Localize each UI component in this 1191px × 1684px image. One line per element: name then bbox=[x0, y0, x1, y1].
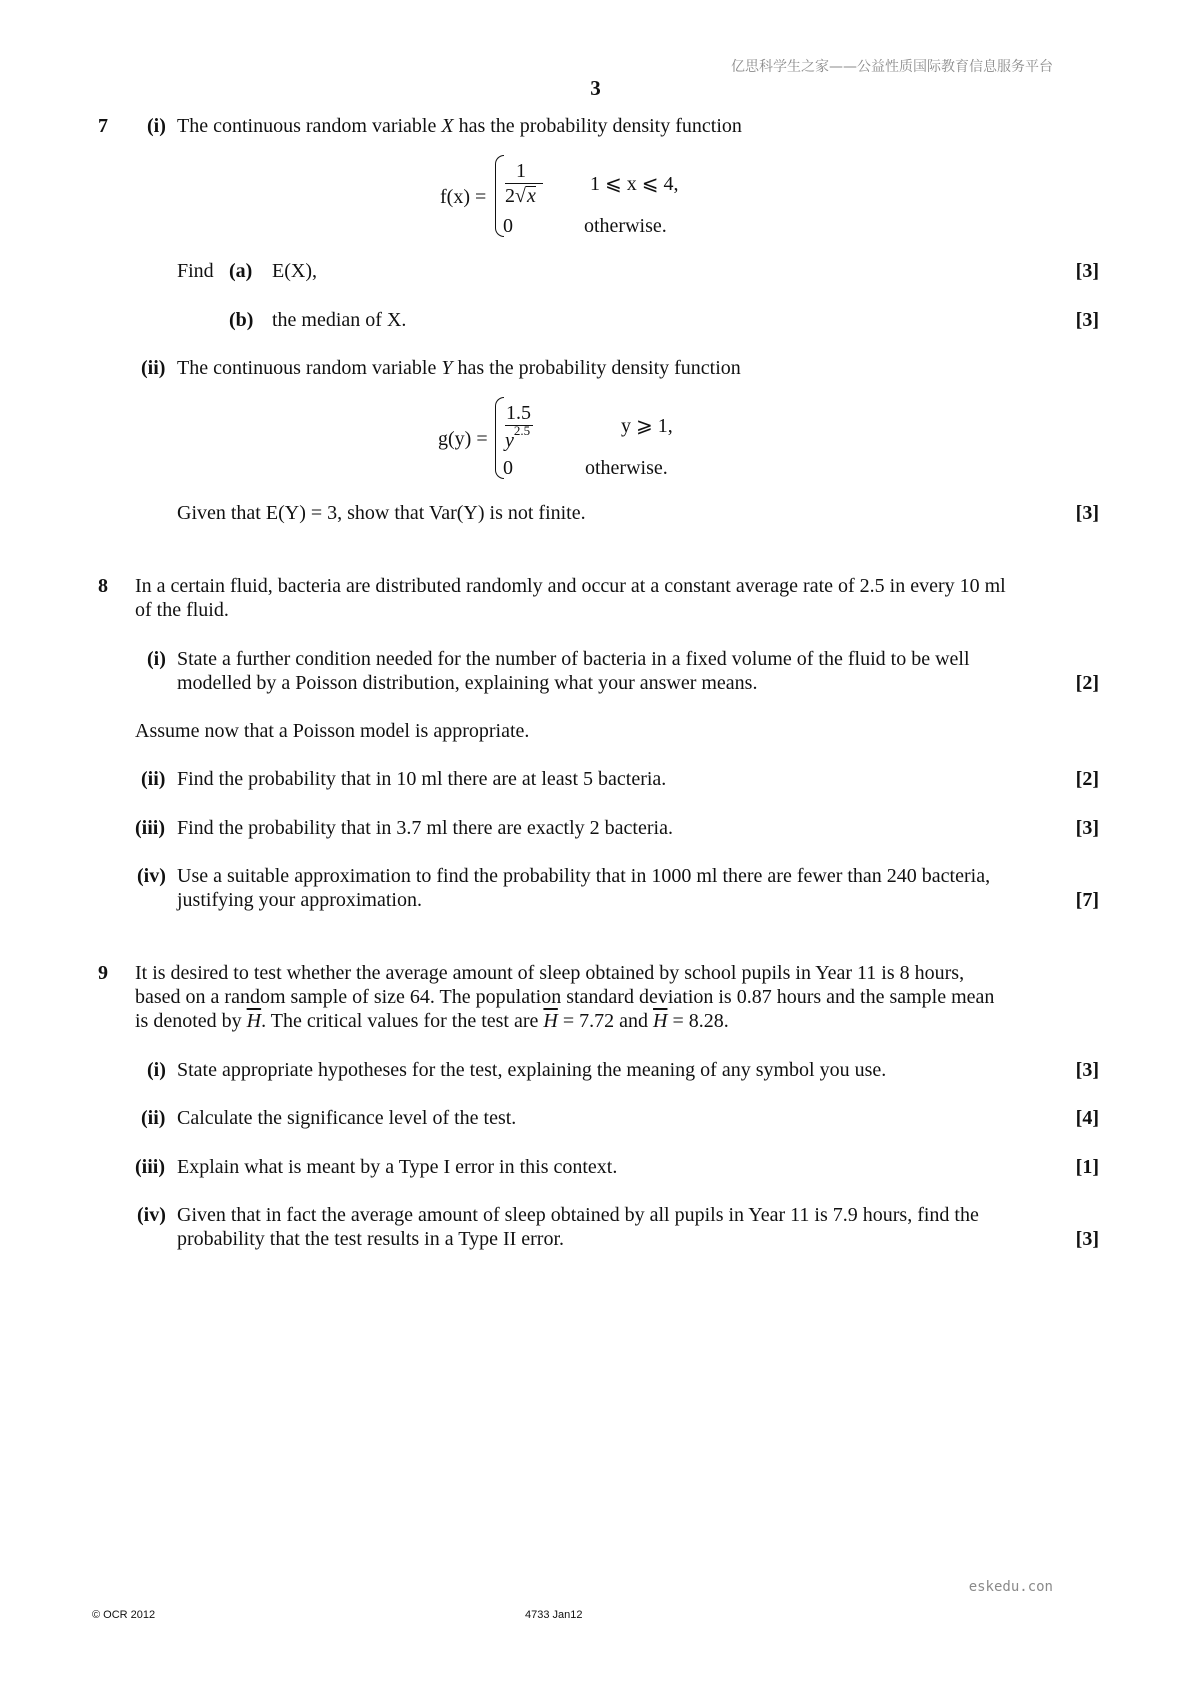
formula-otherwise: otherwise. bbox=[585, 457, 668, 479]
part-label: (ii) bbox=[141, 357, 166, 379]
watermark-bottom: eskedu.con bbox=[968, 1579, 1053, 1595]
part-label: (ii) bbox=[141, 1107, 166, 1129]
question-text: It is desired to test whether the average amount of sleep obtained by school pupils in Year 11 is 8 hours, bbox=[135, 962, 965, 984]
question-text: based on a random sample of size 64. The population standard deviation is 0.87 hours and the sample mean bbox=[135, 986, 995, 1008]
formula-otherwise: otherwise. bbox=[584, 215, 667, 237]
question-text: justifying your approximation. bbox=[177, 889, 422, 911]
fraction-denominator: 2√x bbox=[505, 185, 536, 207]
mark-allocation: [2] bbox=[1075, 672, 1099, 694]
mark-allocation: [3] bbox=[1075, 502, 1099, 524]
question-text: probability that the test results in a Type II error. bbox=[177, 1228, 565, 1250]
question-text: Assume now that a Poisson model is appropriate. bbox=[135, 720, 530, 742]
mark-allocation: [3] bbox=[1075, 1228, 1099, 1250]
mark-allocation: [3] bbox=[1075, 260, 1099, 282]
question-text: In a certain fluid, bacteria are distributed randomly and occur at a constant average rate of 2.5 in every 10 ml bbox=[135, 575, 1006, 597]
question-text: the median of X. bbox=[272, 309, 407, 331]
formula-lhs: g(y) = bbox=[438, 428, 488, 450]
part-label: (iii) bbox=[135, 817, 165, 839]
mark-allocation: [4] bbox=[1075, 1107, 1099, 1129]
question-text: Use a suitable approximation to find the probability that in 1000 ml there are fewer than 240 bacteria, bbox=[177, 865, 991, 887]
question-text: Find the probability that in 10 ml there are at least 5 bacteria. bbox=[177, 768, 667, 790]
mark-allocation: [3] bbox=[1075, 817, 1099, 839]
fraction-numerator: 1.5 bbox=[506, 402, 531, 424]
mark-allocation: [2] bbox=[1075, 768, 1099, 790]
mark-allocation: [1] bbox=[1075, 1156, 1099, 1178]
question-text: Explain what is meant by a Type I error in this context. bbox=[177, 1156, 618, 1178]
subpart-label: (b) bbox=[229, 309, 254, 331]
question-text: Given that in fact the average amount of sleep obtained by all pupils in Year 11 is 7.9 hours, find the bbox=[177, 1204, 979, 1226]
mark-allocation: [7] bbox=[1075, 889, 1099, 911]
part-label: (ii) bbox=[141, 768, 166, 790]
question-text: Calculate the significance level of the test. bbox=[177, 1107, 517, 1129]
subpart-label: (a) bbox=[229, 260, 253, 282]
part-label: (iv) bbox=[137, 865, 166, 887]
question-text: modelled by a Poisson distribution, explaining what your answer means. bbox=[177, 672, 758, 694]
watermark-top: 亿思科学生之家——公益性质国际教育信息服务平台 bbox=[731, 59, 1053, 75]
formula-lhs: f(x) = bbox=[440, 186, 487, 208]
formula-condition: 1 ⩽ x ⩽ 4, bbox=[590, 173, 679, 195]
question-text: The continuous random variable Y has the probability density function bbox=[177, 357, 741, 379]
fraction-numerator: 1 bbox=[516, 160, 526, 182]
question-number: 9 bbox=[98, 962, 108, 984]
part-label: (i) bbox=[147, 1059, 166, 1081]
question-text: State a further condition needed for the number of bacteria in a fixed volume of the fluid to be well bbox=[177, 648, 970, 670]
formula-zero: 0 bbox=[503, 215, 513, 237]
question-text: State appropriate hypotheses for the test, explaining the meaning of any symbol you use. bbox=[177, 1059, 887, 1081]
question-text: E(X), bbox=[272, 260, 317, 282]
question-text: The continuous random variable X has the probability density function bbox=[177, 115, 742, 137]
question-number: 7 bbox=[98, 115, 108, 137]
fraction-denominator: $y^{2.5}$ bbox=[505, 423, 531, 452]
formula-condition: y ⩾ 1, bbox=[621, 415, 673, 437]
page-number: 3 bbox=[590, 76, 601, 100]
part-label: (iv) bbox=[137, 1204, 166, 1226]
part-label: (iii) bbox=[135, 1156, 165, 1178]
mark-allocation: [3] bbox=[1075, 1059, 1099, 1081]
footer-copyright: © OCR 2012 bbox=[92, 1609, 156, 1621]
question-text: is denoted by $\overline{H}$. The critical values for the test are $\overline{H} = 7.72$ and $\overline{H} = 8.28$. bbox=[135, 1010, 729, 1032]
mark-allocation: [3] bbox=[1075, 309, 1099, 331]
footer-paper-code: 4733 Jan12 bbox=[525, 1609, 583, 1621]
part-label: (i) bbox=[147, 648, 166, 670]
find-label: Find bbox=[177, 260, 214, 282]
formula-zero: 0 bbox=[503, 457, 513, 479]
question-text: of the fluid. bbox=[135, 599, 229, 621]
question-number: 8 bbox=[98, 575, 108, 597]
question-text: Given that E(Y) = 3, show that Var(Y) is not finite. bbox=[177, 502, 586, 524]
part-label: (i) bbox=[147, 115, 166, 137]
question-text: Find the probability that in 3.7 ml there are exactly 2 bacteria. bbox=[177, 817, 673, 839]
